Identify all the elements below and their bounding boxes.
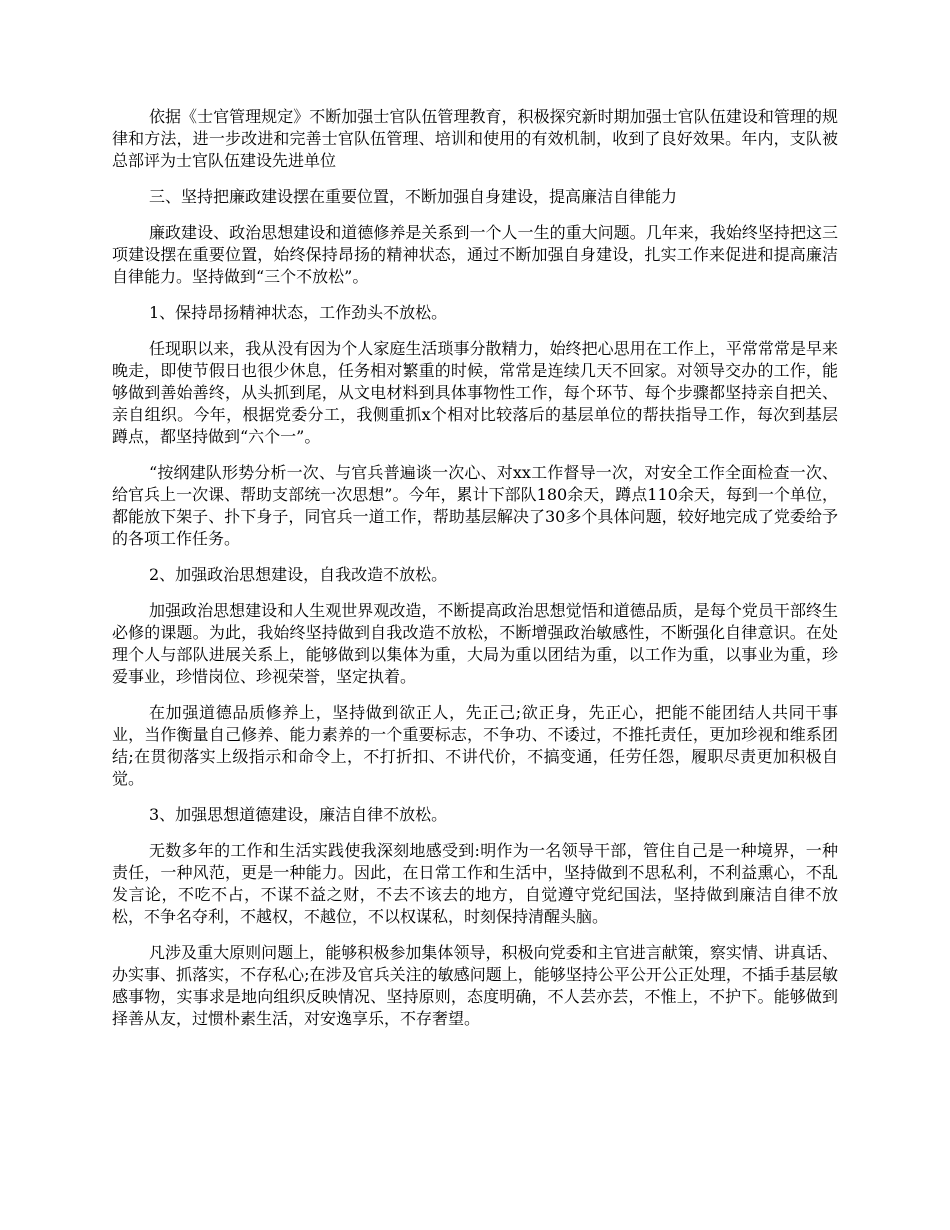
subheading-ethics: 3、加强思想道德建设，廉洁自律不放松。 [149, 805, 448, 824]
paragraph-principles: 凡涉及重大原则问题上，能够积极参加集体领导，积极向党委和主官进言献策，察实情、讲真话、办实事、抓落实，不存私心;在涉及官兵关注的敏感问题上，能够坚持公平公开公正处理，不插手基层敏感事物，实事求是地向组织反映情况、坚持原则，态度明确，不人芸亦芸，不惟上，不护下。能够做到择善从友，过惯朴素生活，对安逸享乐，不存奢望。 [112, 943, 838, 1028]
paragraph-sergeant-management: 依据《士官管理规定》不断加强士官队伍管理教育，积极探究新时期加强士官队伍建设和管理的规律和方法，进一步改进和完善士官队伍管理、培训和使用的有效机制，收到了良好效果。年内，支队被总部评为士官队伍建设先进单位 [112, 107, 838, 170]
paragraph-work-dedication: 任现职以来，我从没有因为个人家庭生活琐事分散精力，始终把心思用在工作上，平常常常是早来晚走，即使节假日也很少休息，任务相对繁重的时候，常常是连续几天不回家。对领导交办的工作，能够做到善始善终，从头抓到尾，从文电材料到具体事物性工作，每个环节、每个步骤都坚持亲自把关、亲自组织。今年，根据党委分工，我侧重抓x个相对比较落后的基层单位的帮扶指导工作，每次到基层蹲点，都坚持做到“六个一”。 [112, 339, 838, 446]
paragraph-six-ones: “按纲建队形势分析一次、与官兵普遍谈一次心、对xx工作督导一次，对安全工作全面检查一次、给官兵上一次课、帮助支部统一次思想”。今年，累计下部队180余天，蹲点110余天，每到一个单位，都能放下架子、扑下身子，同官兵一道工作，帮助基层解决了30多个具体问题，较好地完成了党委给予的各项工作任务。 [112, 463, 838, 548]
paragraph-integrity-intro: 廉政建设、政治思想建设和道德修养是关系到一个人一生的重大问题。几年来，我始终坚持把这三项建设摆在重要位置，始终保持昂扬的精神状态，通过不断加强自身建设，扎实工作来促进和提高廉洁自律能力。坚持做到“三个不放松”。 [112, 223, 838, 286]
paragraph-self-discipline: 无数多年的工作和生活实践使我深刻地感受到:明作为一名领导干部，管住自己是一种境界，一种责任，一种风范，更是一种能力。因此，在日常工作和生活中，坚持做到不思私利，不利益熏心，不乱发言论，不吃不占，不谋不益之财，不去不该去的地方，自觉遵守党纪国法，坚持做到廉洁自律不放松，不争名夺利，不越权，不越位，不以权谋私，时刻保持清醒头脑。 [112, 841, 838, 926]
subheading-political: 2、加强政治思想建设，自我改造不放松。 [149, 565, 448, 584]
paragraph-moral-cultivation: 在加强道德品质修养上，坚持做到欲正人，先正己;欲正身，先正心，把能不能团结人共同干事业，当作衡量自己修养、能力素养的一个重要标志，不争功、不诿过，不推托责任，更加珍视和维系团结;在贯彻落实上级指示和命令上，不打折扣、不讲代价，不搞变通，任劳任怨，履职尽责更加积极自觉。 [112, 703, 838, 788]
paragraph-political-building: 加强政治思想建设和人生观世界观改造，不断提高政治思想觉悟和道德品质，是每个党员干部终生必修的课题。为此，我始终坚持做到自我改造不放松，不断增强政治敏感性，不断强化自律意识。在处理个人与部队进展关系上，能够做到以集体为重，大局为重以团结为重，以工作为重，以事业为重，珍爱事业，珍惜岗位、珍视荣誉，坚定执着。 [112, 601, 838, 686]
subheading-spirit: 1、保持昂扬精神状态，工作劲头不放松。 [149, 303, 448, 322]
section-heading-integrity: 三、坚持把廉政建设摆在重要位置，不断加强自身建设，提高廉洁自律能力 [149, 187, 678, 206]
